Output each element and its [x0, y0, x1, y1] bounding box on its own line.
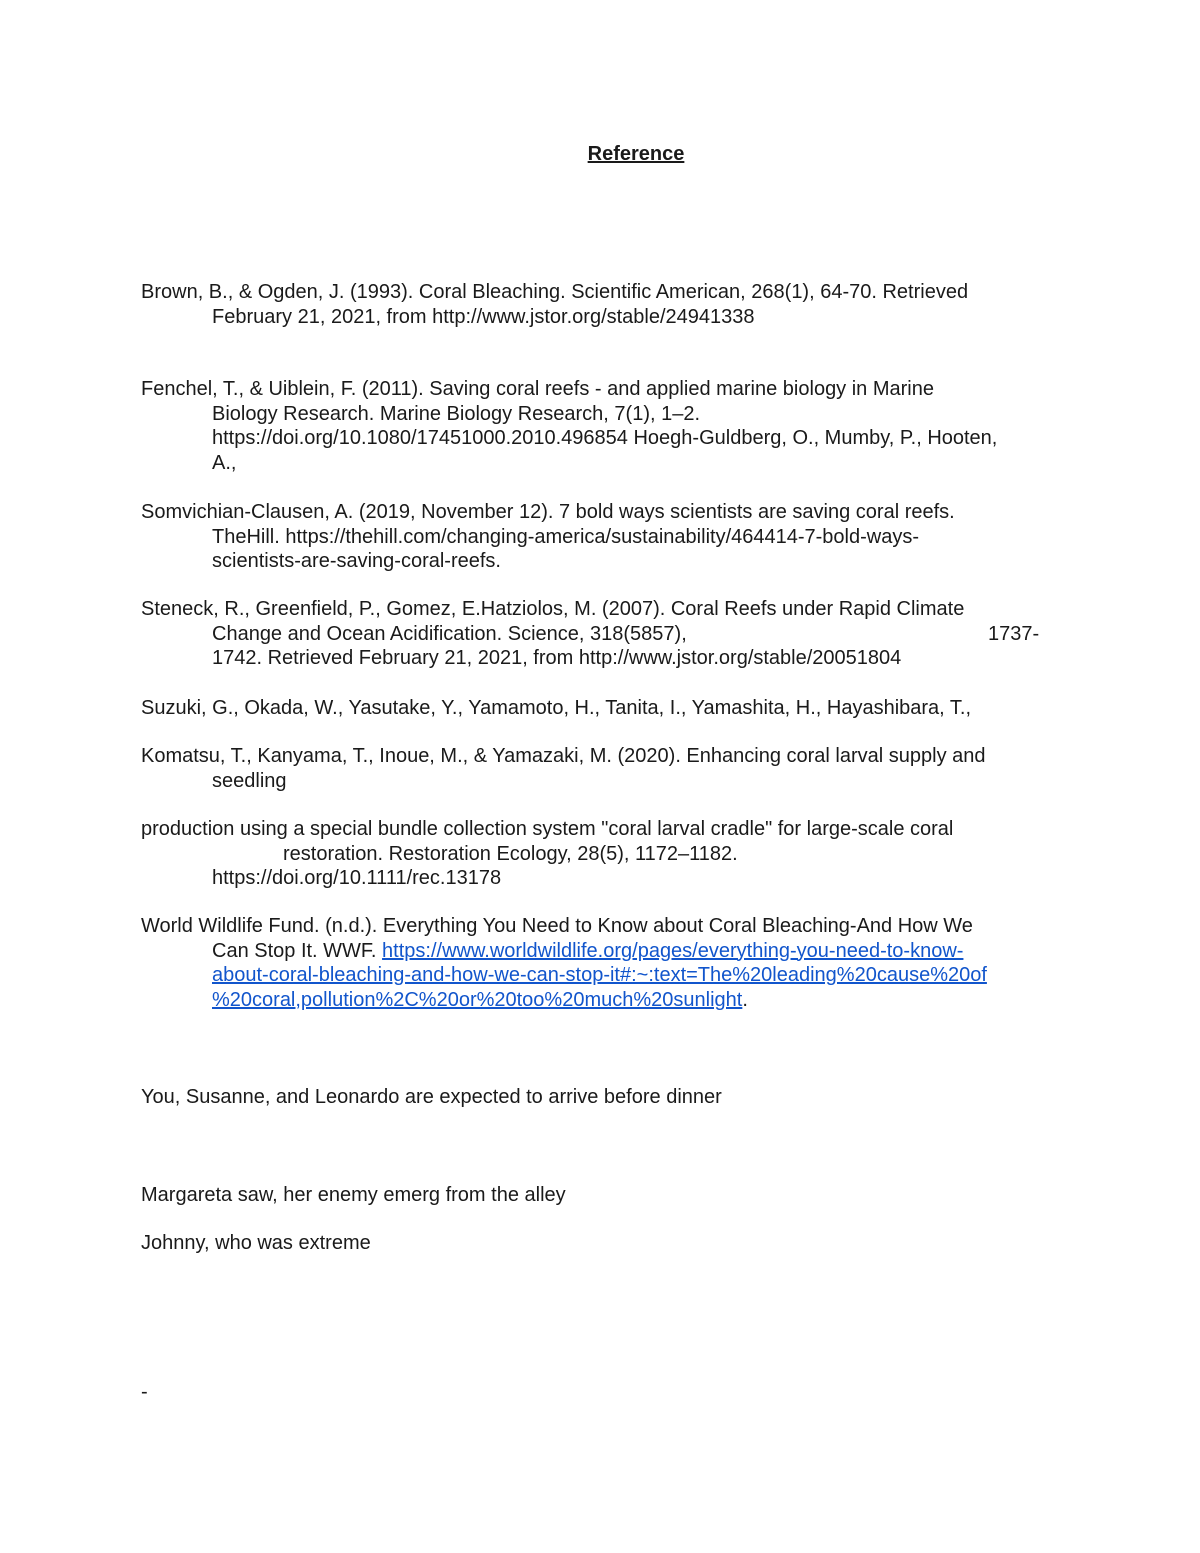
reference-komatsu-line-1: Komatsu, T., Kanyama, T., Inoue, M., & Yamazaki, M. (2020). Enhancing coral larval supply and — [141, 745, 986, 767]
sentence-2: Margareta saw, her enemy emerg from the alley — [141, 1184, 566, 1206]
reference-wwf-line-3 — [212, 963, 987, 988]
wwf-link-part-2[interactable]: about-coral-bleaching-and-how-we-can-stop-it#:~:text=The%20leading%20cause%20of — [212, 964, 987, 986]
reference-production-line-2: restoration. Restoration Ecology, 28(5), 1172–1182. — [283, 842, 738, 865]
wwf-link-part-3[interactable]: %20coral,pollution%2C%20or%20too%20much%20sunlight — [212, 988, 743, 1011]
reference-somvichian-line-3: scientists-are-saving-coral-reefs. — [212, 550, 501, 572]
sentence-4-dash: - — [141, 1381, 148, 1403]
reference-fenchel-line-3: https://doi.org/10.1080/17451000.2010.496854 Hoegh-Guldberg, O., Mumby, P., Hooten, — [212, 427, 998, 449]
reference-steneck-line-3: 1742. Retrieved February 21, 2021, from http://www.jstor.org/stable/20051804 — [212, 647, 902, 669]
reference-steneck-line-2a: Change and Ocean Acidification. Science, 318(5857), — [212, 622, 687, 645]
sentence-3: Johnny, who was extreme — [141, 1232, 371, 1254]
page-title: Reference — [587, 143, 685, 165]
wwf-trailing-period: . — [742, 988, 748, 1011]
reference-fenchel-line-2: Biology Research. Marine Biology Research, 7(1), 1–2. — [212, 402, 701, 425]
reference-fenchel-line-4: A., — [212, 451, 237, 474]
reference-suzuki-line-1: Suzuki, G., Okada, W., Yasutake, Y., Yamamoto, H., Tanita, I., Yamashita, H., Hayashibara, T., — [141, 697, 972, 719]
wwf-link-part-1[interactable]: https://www.worldwildlife.org/pages/everything-you-need-to-know- — [382, 939, 964, 962]
reference-wwf-line-4 — [212, 988, 748, 1013]
reference-steneck-line-2b: 1737- — [988, 622, 1040, 645]
sentence-1: You, Susanne, and Leonardo are expected to arrive before dinner — [141, 1086, 722, 1108]
reference-somvichian-line-2: TheHill. https://thehill.com/changing-america/sustainability/464414-7-bold-ways- — [212, 525, 920, 548]
reference-wwf-line-2 — [212, 939, 963, 964]
reference-brown-line-1: Brown, B., & Ogden, J. (1993). Coral Bleaching. Scientific American, 268(1), 64-70. Retrieved — [141, 281, 969, 303]
reference-production-line-3: https://doi.org/10.1111/rec.13178 — [212, 867, 502, 889]
reference-production-line-1: production using a special bundle collection system "coral larval cradle" for large-scale coral — [141, 818, 954, 840]
reference-brown-line-2: February 21, 2021, from http://www.jstor.org/stable/24941338 — [212, 305, 755, 328]
reference-wwf-line-2-text: Can Stop It. WWF. — [212, 939, 383, 962]
reference-komatsu-line-2: seedling — [212, 769, 287, 792]
reference-steneck-line-1: Steneck, R., Greenfield, P., Gomez, E.Hatziolos, M. (2007). Coral Reefs under Rapid Climate — [141, 598, 965, 620]
reference-wwf-line-1: World Wildlife Fund. (n.d.). Everything You Need to Know about Coral Bleaching-And How We — [141, 915, 973, 937]
reference-fenchel-line-1: Fenchel, T., & Uiblein, F. (2011). Saving coral reefs - and applied marine biology in Marine — [141, 378, 934, 400]
reference-somvichian-line-1: Somvichian-Clausen, A. (2019, November 12). 7 bold ways scientists are saving coral reefs. — [141, 501, 955, 523]
